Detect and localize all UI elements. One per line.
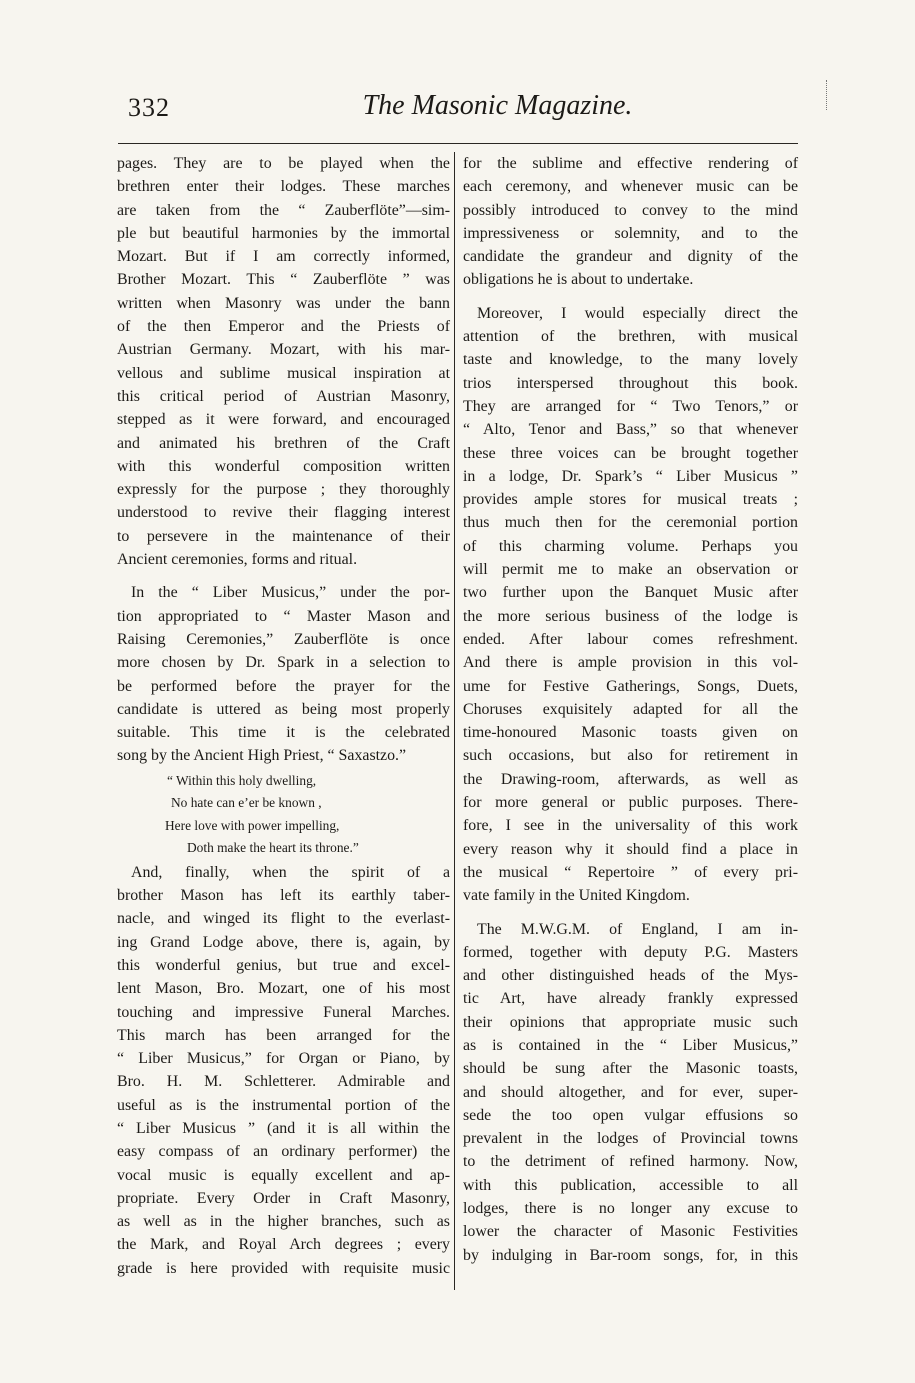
margin-mark — [826, 80, 828, 110]
text-line: sede the too open vulgar effusions so — [463, 1106, 798, 1124]
text-line: obligations he is about to undertake. — [463, 271, 694, 289]
text-line: the Drawing-room, afterwards, as well as — [463, 770, 798, 788]
text-line: Choruses exquisitely adapted for all the — [463, 700, 798, 718]
text-line: thus much then for the ceremonial portion — [463, 514, 798, 532]
text-line: and should altogether, and for ever, super- — [463, 1083, 798, 1101]
text-line: easy compass of an ordinary performer) the — [117, 1143, 450, 1161]
text-line: this critical period of Austrian Masonry, — [117, 387, 450, 405]
text-line: such occasions, but also for retirement in — [463, 747, 798, 765]
magazine-title: The Masonic Magazine. — [362, 90, 633, 121]
text-line: tion appropriated to “ Master Mason and — [117, 607, 450, 625]
left-column — [117, 152, 450, 1280]
text-line: will permit me to make an observation or — [463, 561, 798, 579]
text-line: touching and impressive Funeral Marches. — [117, 1003, 450, 1021]
text-line: the Mark, and Royal Arch degrees ; every — [117, 1236, 450, 1254]
text-line: The M.W.G.M. of England, I am in- — [477, 920, 798, 938]
text-line: two further upon the Banquet Music after — [463, 584, 798, 602]
text-line: of the then Emperor and the Priests of — [117, 318, 450, 336]
text-line: brethren enter their lodges. These marches — [117, 178, 450, 196]
left-paragraph-2 — [117, 581, 450, 767]
text-line: to persevere in the maintenance of their — [117, 527, 450, 545]
text-line: ing Grand Lodge above, there is, again, by — [117, 933, 450, 951]
text-line: lower the character of Masonic Festivities — [463, 1223, 798, 1241]
text-line: understood to revive their flagging interest — [117, 504, 450, 522]
right-column — [463, 152, 798, 1267]
text-line: prevalent in the lodges of Provincial towns — [463, 1130, 798, 1148]
text-line: as is contained in the “ Liber Musicus,” — [463, 1036, 798, 1054]
text-line: impressiveness or solemnity, and to the — [463, 224, 798, 242]
text-line: tic Art, have already frankly expressed — [463, 990, 798, 1008]
text-line: “ Alto, Tenor and Bass,” so that whenever — [463, 421, 798, 439]
right-paragraph-2 — [463, 302, 798, 908]
text-line: and animated his brethren of the Craft — [117, 434, 450, 452]
verse-line: No hate can e’er be known , — [171, 795, 322, 811]
text-line: taste and knowledge, to the many lovely — [463, 351, 798, 369]
text-line: Moreover, I would especially direct the — [477, 304, 798, 322]
right-paragraph-3 — [463, 918, 798, 1267]
text-line: of this charming volume. Perhaps you — [463, 537, 798, 555]
text-line: propriate. Every Order in Craft Masonry, — [117, 1189, 450, 1207]
text-line: pages. They are to be played when the — [117, 155, 450, 172]
right-paragraph-1 — [463, 152, 798, 292]
text-line: possibly introduced to convey to the mind — [463, 201, 798, 219]
text-line: Brother Mozart. This “ Zauberflöte ” was — [117, 271, 450, 289]
text-line: should be sung after the Masonic toasts, — [463, 1060, 798, 1078]
left-paragraph-3 — [117, 861, 450, 1280]
text-line: ple but beautiful harmonies by the immortal — [117, 224, 450, 242]
text-line: provides ample stores for musical treats ; — [463, 491, 798, 509]
text-line: stepped as it were forward, and encouraged — [117, 411, 450, 429]
text-line: And there is ample provision in this vol- — [463, 654, 798, 672]
text-line: song by the Ancient High Priest, “ Saxastzo.” — [117, 747, 407, 765]
text-line: written when Masonry was under the bann — [117, 294, 450, 312]
text-line: This march has been arranged for the — [117, 1026, 450, 1044]
text-line: the more serious business of the lodge is — [463, 607, 798, 625]
text-line: Bro. H. M. Schletterer. Admirable and — [117, 1073, 450, 1091]
header-rule — [118, 143, 798, 144]
text-line: every reason why it should find a place in — [463, 840, 798, 858]
text-line: attention of the brethren, with musical — [463, 328, 798, 346]
text-line: In the “ Liber Musicus,” under the por- — [131, 584, 450, 602]
text-line: with this wonderful composition written — [117, 457, 450, 475]
text-line: “ Liber Musicus ” (and it is all within the — [117, 1119, 450, 1137]
text-line: candidate the grandeur and dignity of the — [463, 248, 798, 266]
text-line: by indulging in Bar-room songs, for, in this — [463, 1246, 798, 1264]
running-head — [0, 90, 915, 122]
text-line: Raising Ceremonies,” Zauberflöte is once — [117, 630, 450, 648]
text-line: lodges, there is no longer any excuse to — [463, 1200, 798, 1218]
text-line: suitable. This time it is the celebrated — [117, 724, 450, 742]
text-line: in a lodge, Dr. Spark’s “ Liber Musicus ” — [463, 467, 798, 485]
text-line: formed, together with deputy P.G. Masters — [463, 943, 798, 961]
text-line: And, finally, when the spirit of a — [131, 863, 450, 881]
text-line: Ancient ceremonies, forms and ritual. — [117, 551, 358, 569]
text-line: lent Mason, Bro. Mozart, one of his most — [117, 980, 450, 998]
text-line: vate family in the United Kingdom. — [463, 887, 690, 905]
left-paragraph-1 — [117, 152, 450, 571]
verse-line: “ Within this holy dwelling, — [167, 772, 317, 788]
text-line: “ Liber Musicus,” for Organ or Piano, by — [117, 1050, 450, 1068]
text-line: grade is here provided with requisite music — [117, 1259, 450, 1277]
page-number: 332 — [128, 93, 170, 122]
text-line: ume for Festive Gatherings, Songs, Duets, — [463, 677, 798, 695]
text-line: with this publication, accessible to all — [463, 1176, 798, 1194]
text-line: for more general or public purposes. There- — [463, 794, 798, 812]
text-line: Mozart. But if I am correctly informed, — [117, 248, 450, 266]
text-line: time-honoured Masonic toasts given on — [463, 724, 798, 742]
text-line: expressly for the purpose ; they thoroughly — [117, 481, 450, 499]
text-line: for the sublime and effective rendering of — [463, 155, 798, 172]
verse-line: Doth make the heart its throne.” — [187, 840, 359, 856]
text-line: ended. After labour comes refreshment. — [463, 630, 798, 648]
column-divider — [454, 152, 455, 1290]
text-line: be performed before the prayer for the — [117, 677, 450, 695]
text-line: vellous and sublime musical inspiration at — [117, 364, 450, 382]
text-line: the musical “ Repertoire ” of every pri- — [463, 863, 798, 881]
text-line: are taken from the “ Zauberflöte”—sim- — [117, 201, 450, 219]
text-line: and other distinguished heads of the Mys- — [463, 967, 798, 985]
text-line: brother Mason has left its earthly taber- — [117, 887, 450, 905]
verse-quotation — [117, 770, 450, 860]
text-line: nacle, and winged its flight to the everlast- — [117, 910, 450, 928]
text-line: more chosen by Dr. Spark in a selection to — [117, 654, 450, 672]
text-line: They are arranged for “ Two Tenors,” or — [463, 397, 798, 415]
text-line: to the detriment of refined harmony. Now, — [463, 1153, 798, 1171]
text-line: each ceremony, and whenever music can be — [463, 178, 798, 196]
text-line: trios interspersed throughout this book. — [463, 374, 798, 392]
text-line: as well as in the higher branches, such as — [117, 1213, 450, 1231]
text-line: these three voices can be brought together — [463, 444, 798, 462]
text-line: vocal music is equally excellent and ap- — [117, 1166, 450, 1184]
text-line: Austrian Germany. Mozart, with his mar- — [117, 341, 450, 359]
text-line: fore, I see in the universality of this work — [463, 817, 798, 835]
text-line: useful as is the instrumental portion of the — [117, 1096, 450, 1114]
text-line: this wonderful genius, but true and excel- — [117, 956, 450, 974]
text-line: their opinions that appropriate music such — [463, 1013, 798, 1031]
verse-line: Here love with power impelling, — [165, 817, 340, 833]
text-line: candidate is uttered as being most properly — [117, 700, 450, 718]
